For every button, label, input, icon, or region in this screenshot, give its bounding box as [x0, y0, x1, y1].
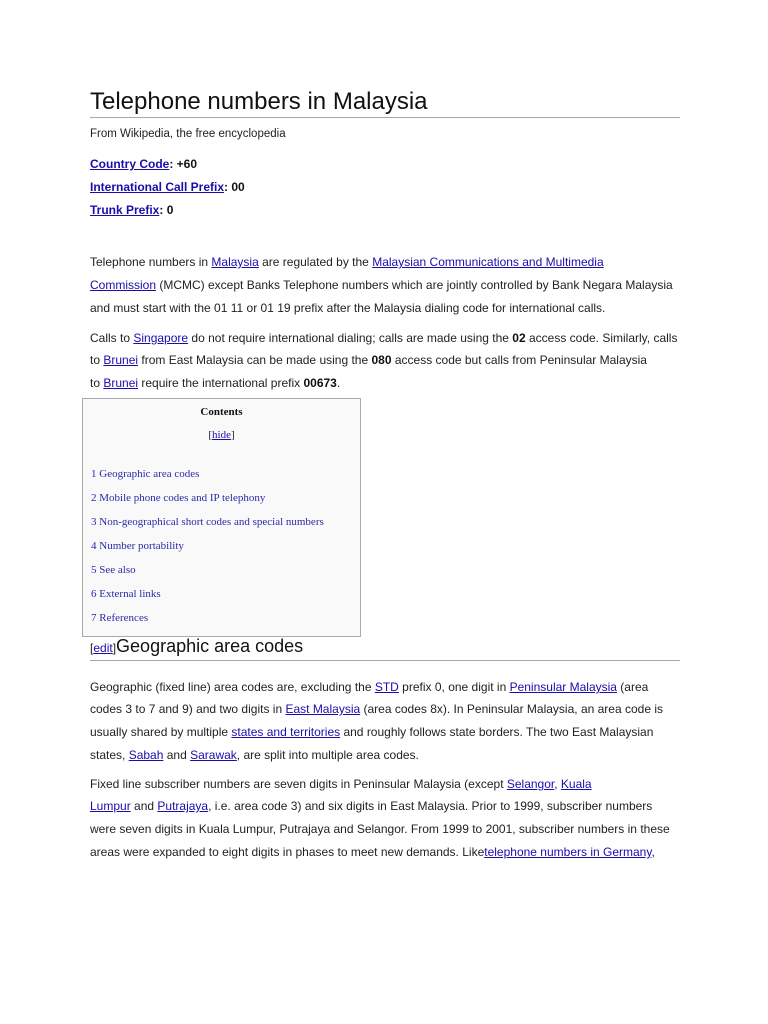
text: access code. Similarly, calls — [525, 331, 678, 345]
states-and-territories-link[interactable]: states and territories — [231, 725, 341, 739]
geo-p1-line4 — [90, 748, 419, 762]
text: do not require international dialing; calls are made using the — [188, 331, 513, 345]
text: states, — [90, 748, 129, 762]
intl-prefix-line — [90, 180, 245, 194]
geo-p2-line4 — [90, 845, 655, 859]
text: Calls to — [90, 331, 134, 345]
toc-item-geographic-area-codes[interactable]: 1 Geographic area codes — [91, 468, 200, 480]
table-of-contents — [82, 398, 361, 637]
mcmc-link-cont[interactable]: Commission — [90, 278, 157, 292]
text: (MCMC) except Banks Telephone numbers which are jointly controlled by Bank Negara Malaysia — [156, 278, 673, 292]
brunei-link-2[interactable]: Brunei — [103, 376, 139, 390]
text: (area — [616, 680, 649, 694]
intro-p1-line2 — [90, 278, 673, 292]
text: , are split into multiple area codes. — [236, 748, 419, 762]
kuala-lumpur-link-cont[interactable]: Lumpur — [90, 799, 131, 813]
text: are regulated by the — [258, 255, 373, 269]
country-code-link[interactable]: Country Code — [90, 157, 170, 171]
bracket: ] — [230, 429, 235, 441]
access-code-02: 02 — [512, 331, 526, 345]
text: to — [90, 353, 104, 367]
bracket: [ — [208, 429, 213, 441]
text: and — [163, 748, 191, 762]
toc-hide-toggle — [83, 429, 360, 441]
geo-p1-line2 — [90, 702, 663, 716]
title-divider — [90, 117, 680, 118]
toc-item-see-also[interactable]: 5 See also — [91, 564, 136, 576]
text: , — [554, 777, 561, 791]
telephone-numbers-germany-link[interactable]: telephone numbers in Germany — [484, 845, 652, 859]
peninsular-malaysia-link[interactable]: Peninsular Malaysia — [509, 680, 617, 694]
bracket: ] — [112, 641, 117, 655]
text: codes 3 to 7 and 9) and two digits in — [90, 702, 286, 716]
intl-call-prefix-value: : 00 — [224, 180, 245, 194]
intro-p1-line1 — [90, 255, 604, 269]
page-title: Telephone numbers in Malaysia — [90, 88, 428, 115]
toc-hide-link[interactable]: hide — [212, 429, 231, 441]
toc-item-number-portability[interactable]: 4 Number portability — [91, 540, 184, 552]
intro-p1-line3: and must start with the 01 11 or 01 19 prefix after the Malaysia dialing code for international calls. — [90, 301, 606, 315]
trunk-prefix-value: : 0 — [159, 203, 174, 217]
section-heading-text: Geographic area codes — [116, 636, 304, 656]
section-heading-geographic — [90, 636, 303, 657]
text: Telephone numbers in — [90, 255, 212, 269]
edit-section-link[interactable]: edit — [93, 641, 113, 655]
text: , — [651, 845, 655, 859]
toc-item-mobile-phone-codes[interactable]: 2 Mobile phone codes and IP telephony — [91, 492, 266, 504]
text: and roughly follows state borders. The two East Malaysian — [340, 725, 654, 739]
text: and — [130, 799, 158, 813]
text: (area codes 8x). In Peninsular Malaysia, an area code is — [360, 702, 663, 716]
sarawak-link[interactable]: Sarawak — [190, 748, 237, 762]
country-code-value: : +60 — [169, 157, 198, 171]
selangor-link[interactable]: Selangor — [506, 777, 555, 791]
article-tagline: From Wikipedia, the free encyclopedia — [90, 128, 286, 140]
intl-call-prefix-link[interactable]: International Call Prefix — [90, 180, 225, 194]
trunk-prefix-link[interactable]: Trunk Prefix — [90, 203, 160, 217]
east-malaysia-link[interactable]: East Malaysia — [285, 702, 361, 716]
intro-p2-line2 — [90, 353, 647, 367]
section-divider — [90, 660, 680, 661]
brunei-link[interactable]: Brunei — [103, 353, 139, 367]
toc-item-references[interactable]: 7 References — [91, 612, 149, 624]
access-code-080: 080 — [371, 353, 392, 367]
intl-prefix-00673: 00673 — [303, 376, 337, 390]
text: to — [90, 376, 104, 390]
kuala-lumpur-link[interactable]: Kuala — [560, 777, 592, 791]
intro-p2-line3 — [90, 376, 340, 390]
text: Fixed line subscriber numbers are seven digits in Peninsular Malaysia (except — [90, 777, 507, 791]
text: areas were expanded to eight digits in phases to meet new demands. Like — [90, 845, 485, 859]
toc-item-non-geographical-codes[interactable]: 3 Non-geographical short codes and special numbers — [91, 516, 324, 528]
text: prefix 0, one digit in — [398, 680, 510, 694]
intro-p2-line1 — [90, 331, 677, 345]
text: , i.e. area code 3) and six digits in East Malaysia. Prior to 1999, subscriber numbers — [208, 799, 653, 813]
bracket: [ — [90, 641, 94, 655]
geo-p2-line1 — [90, 777, 592, 791]
text: . — [336, 376, 341, 390]
geo-p2-line3: were seven digits in Kuala Lumpur, Putrajaya and Selangor. From 1999 to 2001, subscriber numbers in these — [90, 822, 670, 836]
geo-p1-line3 — [90, 725, 653, 739]
sabah-link[interactable]: Sabah — [128, 748, 164, 762]
text: access code but calls from Peninsular Malaysia — [391, 353, 647, 367]
putrajaya-link[interactable]: Putrajaya — [157, 799, 209, 813]
text: from East Malaysia can be made using the — [138, 353, 372, 367]
toc-item-external-links[interactable]: 6 External links — [91, 588, 161, 600]
malaysia-link[interactable]: Malaysia — [211, 255, 259, 269]
mcmc-link[interactable]: Malaysian Communications and Multimedia — [372, 255, 604, 269]
trunk-prefix-line — [90, 203, 173, 217]
text: usually shared by multiple — [90, 725, 232, 739]
country-code-line — [90, 157, 197, 171]
geo-p2-line2 — [90, 799, 652, 813]
geo-p1-line1 — [90, 680, 648, 694]
singapore-link[interactable]: Singapore — [133, 331, 189, 345]
text: require the international prefix — [138, 376, 304, 390]
toc-title: Contents — [200, 406, 243, 418]
std-link[interactable]: STD — [374, 680, 399, 694]
text: Geographic (fixed line) area codes are, excluding the — [90, 680, 375, 694]
